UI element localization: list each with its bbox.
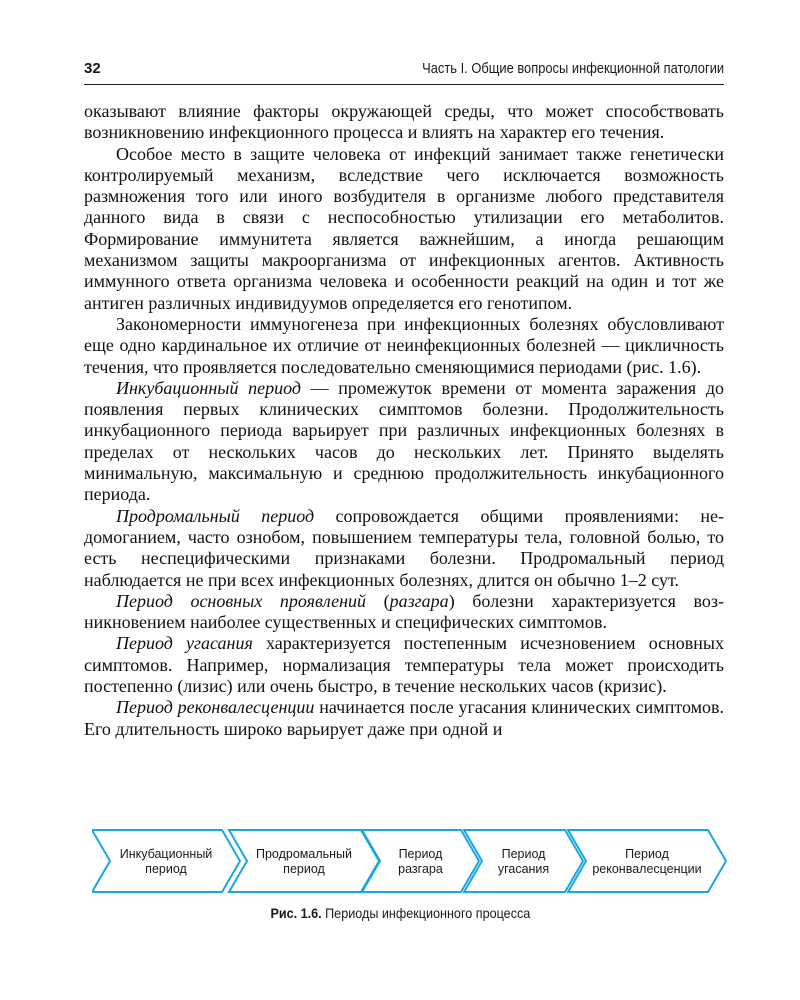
peak-text: ) болезни характеризуется возникновением наиболее существенных и специфических симптомов. — [84, 590, 725, 633]
stage-label-2 — [245, 844, 363, 880]
stage-label-line1: Период — [625, 847, 669, 861]
prodromal-text: сопровождается общими проявлениями: недомоганием, часто ознобом, повышением температуры тела, головной болью, то есть неспецифическими признаками болезни. Продромальный период наблюдается не при всех инфекционных болезнях, длится он обычно 1–2 сут. — [84, 505, 724, 590]
stage-label-line2: разгара — [398, 862, 443, 876]
paragraph-convalescence — [84, 697, 724, 740]
figure-caption-text: Периоды инфекционного процесса — [321, 905, 530, 921]
body-text — [84, 101, 724, 740]
term-incubation-period: Инкубационный период — [116, 377, 301, 398]
stage-label-3 — [378, 844, 463, 880]
term-peak: разгара — [389, 590, 449, 611]
paragraph-1: оказывают влияние факторы окружающей среды, что может способствовать возникновению инфекционного процесса и влиять на характер его течения. — [84, 101, 724, 143]
term-main-manifestations-period: Период основных проявлений — [116, 590, 367, 611]
incubation-text: — промежуток времени от момента заражения до появления первых клинических симптомов болезни. Продолжительность инкубационного периода варьирует при различных инфекционных болезнях в пределах от нескольких часов до нескольких лет. Принято выделять минимальную, максимальную и среднюю продолжительность инкубационного периода. — [84, 377, 724, 505]
page-header — [84, 58, 724, 86]
stage-label-line1: Инкубационный — [119, 847, 213, 861]
stage-label-line1: Период — [501, 847, 546, 861]
running-title: Часть I. Общие вопросы инфекционной патологии — [422, 60, 724, 77]
term-decline-period: Период угасания — [116, 633, 253, 654]
stage-label-line1: Период — [398, 847, 443, 861]
paragraph-2: Особое место в защите человека от инфекций занимает также генетически контролируемый механизм, вследствие чего исключается возможность размножения того или иного возбудителя в организме любого представителя данного вида в связи с неспособностью утилизации его метаболитов. Формирование иммунитета является важнейшим, а иногда решающим механизмом защиты макроорганизма от инфекционных агентов. Активность иммунного ответа организма человека и особенности реакций на один и тот же антиген различных индивидуумов определяется его генотипом. — [84, 143, 724, 313]
page-number: 32 — [84, 60, 101, 77]
figure-caption — [0, 905, 800, 921]
stage-label-line2: реконвалесценции — [592, 862, 702, 876]
decline-text: характеризуется постепенным исчезновением основных симптомов. Например, нормализация температуры тела может происходить постепенно (лизис) или очень быстро, в течение нескольких часов (кризис). — [84, 633, 724, 697]
peak-open-paren: ( — [366, 590, 390, 611]
paragraph-incubation — [84, 378, 724, 506]
stage-label-line2: период — [283, 862, 325, 876]
stage-label-1 — [108, 844, 224, 880]
paragraph-prodromal — [84, 506, 724, 591]
stage-label-line2: угасания — [497, 862, 550, 876]
header-rule — [84, 84, 724, 85]
stage-label-line1: Продромальный — [255, 847, 353, 861]
periods-diagram — [92, 828, 728, 896]
term-prodromal-period: Продромальный период — [116, 505, 315, 526]
term-convalescence-period: Период реконвалесценции — [116, 697, 315, 718]
paragraph-3: Закономерности иммуногенеза при инфекционных болезнях обусловливают еще одно кардинальное их отличие от неинфекционных болезней — цикличность течения, что проявляется последовательно сменяющимися периодами (рис. 1.6). — [84, 313, 724, 377]
stage-label-line2: период — [145, 862, 187, 876]
paragraph-peak — [84, 591, 724, 634]
stage-label-5 — [584, 844, 710, 880]
convalescence-text: начинается после угасания клинических симптомов. Его длительность широко варьирует даже при одной и — [84, 697, 724, 739]
figure-label: Рис. 1.6. — [270, 905, 322, 921]
stage-label-4 — [480, 844, 567, 880]
paragraph-decline — [84, 633, 724, 697]
